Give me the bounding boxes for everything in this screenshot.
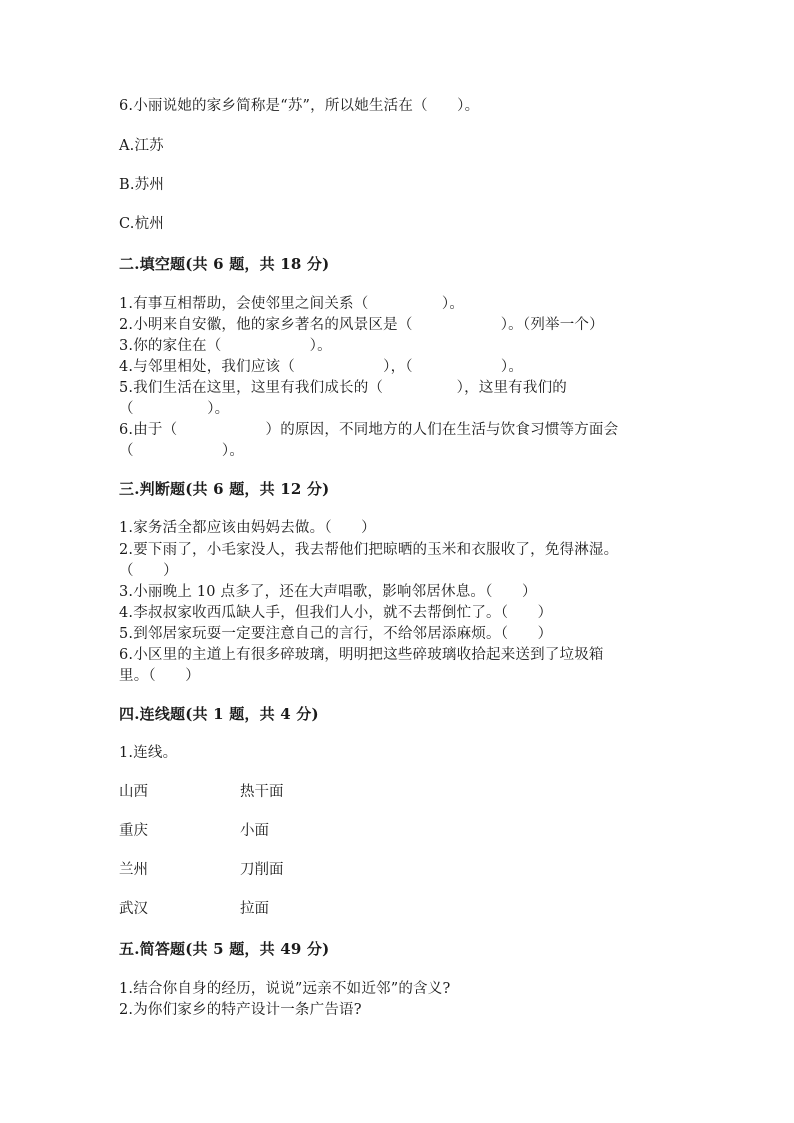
section2-line-4: 4.与邻里相处，我们应该（ ），（ ）。 — [119, 359, 524, 375]
section2-line-5-cont: （ ）。 — [119, 401, 230, 417]
section3-line-3: 3.小丽晚上 10 点多了，还在大声唱歌，影响邻居休息。（ ） — [119, 584, 537, 600]
match-left-4: 武汉 — [119, 901, 148, 917]
section5-line-1: 1.结合你自身的经历，说说”远亲不如近邻”的含义? — [119, 981, 451, 997]
match-left-2: 重庆 — [119, 823, 148, 839]
section2-line-6-cont: （ ）。 — [119, 443, 245, 459]
section2-line-5: 5.我们生活在这里，这里有我们成长的（ ），这里有我们的 — [119, 380, 567, 396]
match-right-2: 小面 — [240, 823, 269, 839]
section3-line-6-cont: 里。（ ） — [119, 668, 200, 684]
section2-line-1: 1.有事互相帮助，会使邻里之间关系（ ）。 — [119, 296, 465, 312]
section3-line-5: 5.到邻居家玩耍一定要注意自己的言行，不给邻居添麻烦。（ ） — [119, 626, 553, 642]
match-right-3: 刀削面 — [240, 862, 284, 878]
q6-stem: 6.小丽说她的家乡简称是“苏”，所以她生活在（ ）。 — [119, 98, 480, 114]
match-left-1: 山西 — [119, 784, 148, 800]
section2-line-6: 6.由于（ ）的原因，不同地方的人们在生活与饮食习惯等方面会 — [119, 422, 619, 438]
section4-heading: 四.连线题(共 1 题，共 4 分) — [119, 705, 319, 723]
section5-heading: 五.简答题(共 5 题，共 49 分) — [119, 940, 330, 958]
section2-line-3: 3.你的家住在（ ）。 — [119, 338, 332, 354]
match-left-3: 兰州 — [119, 862, 148, 878]
section3-line-2: 2.要下雨了，小毛家没人，我去帮他们把晾晒的玉米和衣服收了，免得淋湿。 — [119, 542, 619, 558]
section3-line-6: 6.小区里的主道上有很多碎玻璃，明明把这些碎玻璃收拾起来送到了垃圾箱 — [119, 647, 604, 663]
q6-option-b: B.苏州 — [119, 177, 165, 193]
section5-line-2: 2.为你们家乡的特产设计一条广告语? — [119, 1002, 362, 1018]
match-right-1: 热干面 — [240, 784, 284, 800]
section2-heading: 二.填空题(共 6 题，共 18 分) — [119, 255, 330, 273]
q6-option-c: C.杭州 — [119, 216, 164, 232]
q6-option-a: A.江苏 — [119, 138, 164, 154]
section2-line-2: 2.小明来自安徽，他的家乡著名的风景区是（ ）。（列举一个） — [119, 317, 604, 333]
section3-line-1: 1.家务活全都应该由妈妈去做。（ ） — [119, 520, 376, 536]
section4-question: 1.连线。 — [119, 745, 178, 761]
section3-heading: 三.判断题(共 6 题，共 12 分) — [119, 480, 330, 498]
section3-line-4: 4.李叔叔家收西瓜缺人手，但我们人小，就不去帮倒忙了。（ ） — [119, 605, 553, 621]
section3-line-2-cont: （ ） — [119, 563, 178, 579]
match-right-4: 拉面 — [240, 901, 269, 917]
